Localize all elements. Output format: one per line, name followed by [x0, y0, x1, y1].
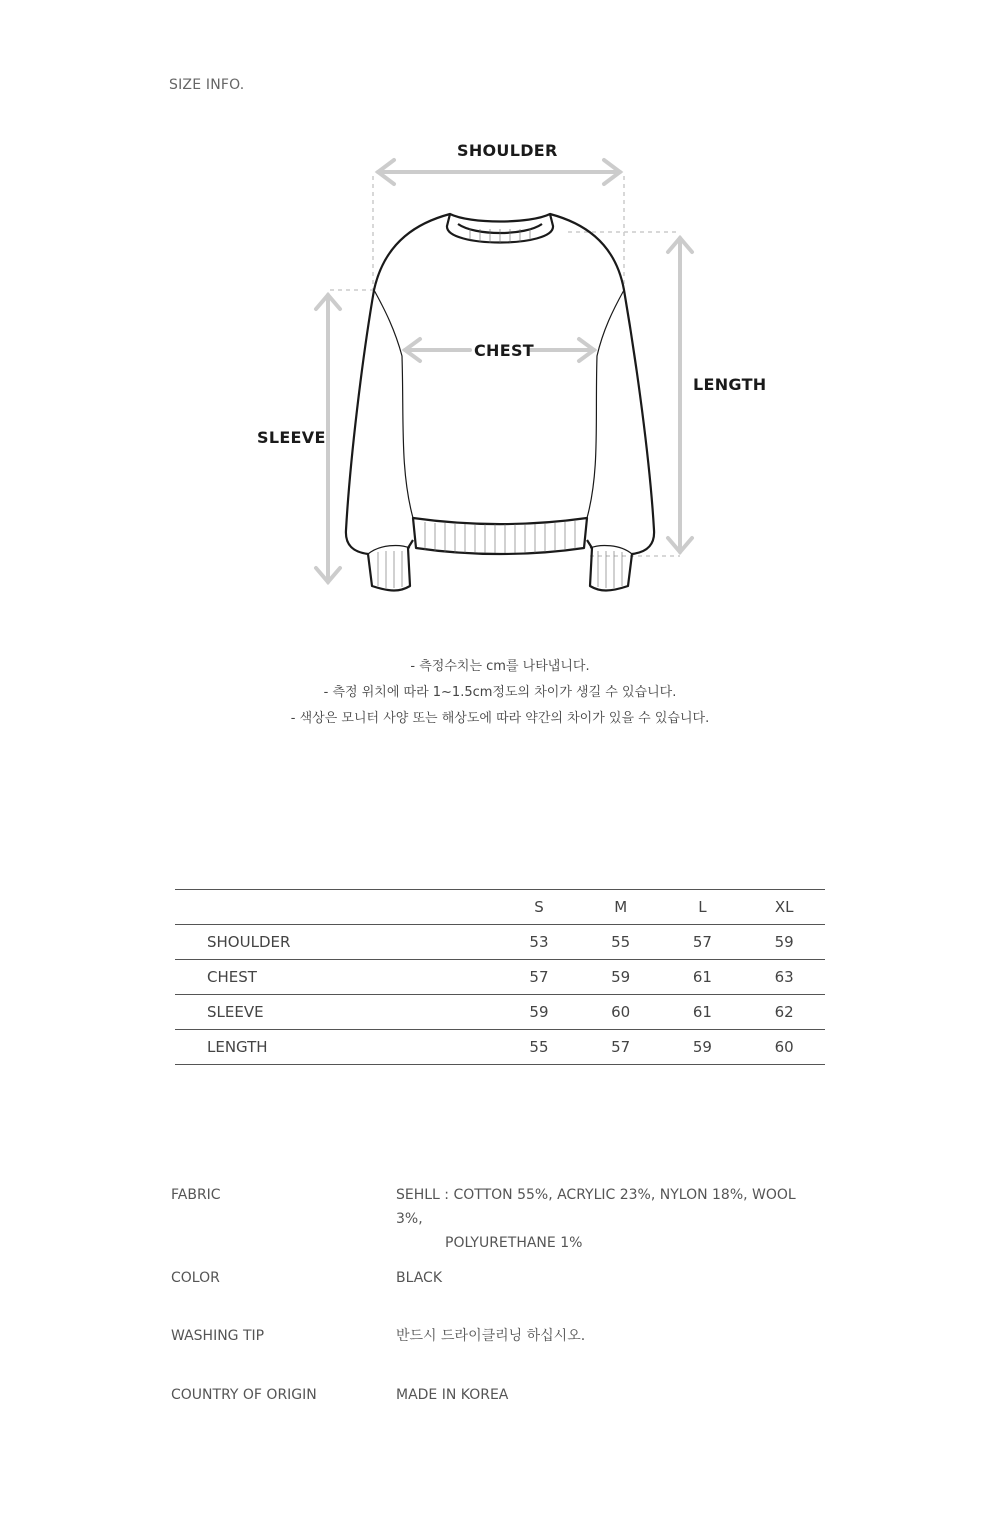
- sleeve-label: SLEEVE: [257, 428, 326, 447]
- table-cell: 59: [580, 960, 662, 995]
- washing-value: 반드시 드라이클리닝 하십시오.: [396, 1328, 586, 1344]
- row-label: CHEST: [175, 960, 498, 995]
- header-size-s: S: [498, 890, 580, 925]
- color-value: BLACK: [396, 1270, 443, 1286]
- length-label: LENGTH: [693, 375, 767, 394]
- table-cell: 63: [743, 960, 825, 995]
- row-label: SLEEVE: [175, 995, 498, 1030]
- note-line: - 측정 위치에 따라 1~1.5cm정도의 차이가 생길 수 있습니다.: [323, 685, 677, 700]
- fabric-line-1: SEHLL : COTTON 55%, ACRYLIC 23%, NYLON 18%, WOOL 3%,: [396, 1187, 796, 1227]
- header-size-l: L: [662, 890, 744, 925]
- fabric-key: FABRIC: [171, 1187, 221, 1203]
- table-row: [175, 995, 825, 1030]
- color-key: COLOR: [171, 1270, 220, 1286]
- table-row: [175, 960, 825, 995]
- origin-key: COUNTRY OF ORIGIN: [171, 1387, 317, 1403]
- table-row: [175, 925, 825, 960]
- table-cell: 55: [498, 1030, 580, 1065]
- page-title: SIZE INFO.: [169, 77, 245, 93]
- sweatshirt-illustration: [0, 0, 1000, 640]
- chest-label: CHEST: [474, 341, 534, 360]
- size-diagram: [0, 0, 1000, 640]
- header-size-m: M: [580, 890, 662, 925]
- washing-key: WASHING TIP: [171, 1328, 265, 1344]
- table-row: [175, 1030, 825, 1065]
- table-cell: 59: [498, 995, 580, 1030]
- table-cell: 55: [580, 925, 662, 960]
- note-line: - 측정수치는 cm를 나타냅니다.: [410, 659, 590, 674]
- shoulder-label: SHOULDER: [457, 141, 558, 160]
- size-table: [175, 889, 825, 1065]
- header-blank: [175, 890, 498, 925]
- garment-outline: [346, 214, 654, 591]
- row-label: SHOULDER: [175, 925, 498, 960]
- table-cell: 57: [662, 925, 744, 960]
- table-cell: 57: [498, 960, 580, 995]
- fabric-line-2: POLYURETHANE 1%: [445, 1235, 583, 1251]
- table-cell: 61: [662, 995, 744, 1030]
- table-cell: 59: [662, 1030, 744, 1065]
- table-cell: 62: [743, 995, 825, 1030]
- note-line: - 색상은 모니터 사양 또는 해상도에 따라 약간의 차이가 있을 수 있습니다.: [290, 711, 710, 726]
- table-header-row: [175, 890, 825, 925]
- row-label: LENGTH: [175, 1030, 498, 1065]
- table-cell: 57: [580, 1030, 662, 1065]
- table-cell: 60: [743, 1030, 825, 1065]
- table-cell: 60: [580, 995, 662, 1030]
- table-cell: 61: [662, 960, 744, 995]
- header-size-xl: XL: [743, 890, 825, 925]
- fabric-value: [396, 1183, 816, 1255]
- origin-value: MADE IN KOREA: [396, 1387, 509, 1403]
- table-cell: 53: [498, 925, 580, 960]
- measurement-notes: [0, 657, 1000, 735]
- table-cell: 59: [743, 925, 825, 960]
